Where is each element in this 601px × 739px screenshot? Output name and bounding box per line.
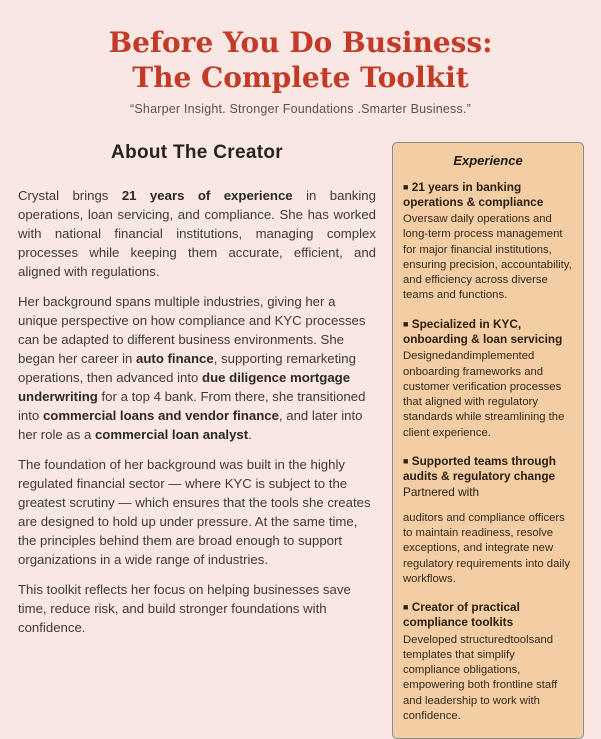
about-section bbox=[18, 142, 376, 648]
experience-item-title bbox=[403, 454, 573, 500]
about-paragraph: This toolkit reflects her focus on helping businesses save time, reduce risk, and build stronger foundations with confidence. bbox=[18, 581, 351, 635]
experience-item-title bbox=[403, 600, 573, 631]
experience-panel bbox=[392, 142, 584, 739]
experience-item bbox=[403, 317, 573, 441]
square-bullet-icon: ■ bbox=[403, 318, 409, 329]
square-bullet-icon: ■ bbox=[403, 602, 409, 613]
about-heading: About The Creator bbox=[111, 141, 283, 163]
experience-item bbox=[403, 454, 573, 587]
page-title-line1: Before You Do Business: bbox=[108, 26, 493, 59]
experience-item-body: Designedandimplemented onboarding frameworks and customer verification processes that aligned with regulatory standards while streamlining the client experience. bbox=[403, 350, 565, 439]
experience-item-title-text: 21 years in banking operations & compliance bbox=[403, 179, 544, 209]
experience-item-body: auditors and compliance officers to maintain readiness, resolve exceptions, and integrate new regulatory requirements into daily workflows. bbox=[403, 511, 571, 585]
content-area bbox=[0, 142, 601, 739]
experience-item-title bbox=[403, 317, 573, 348]
experience-heading: Experience bbox=[453, 152, 523, 168]
square-bullet-icon: ■ bbox=[403, 181, 409, 192]
about-paragraph: Her background spans multiple industries, giving her a unique perspective on how compliance and KYC processes can be adapted to different business environments. She began her career in auto finance, supporting remarketing operations, then advanced into due diligence mortgage underwriting for a top 4 bank. From there, she transitioned into commercial loans and vendor finance, and later into her role as a commercial loan analyst. bbox=[18, 293, 366, 442]
tagline: “Sharper Insight. Stronger Foundations .Smarter Business.” bbox=[130, 101, 471, 116]
experience-item-title bbox=[403, 180, 573, 211]
about-paragraph: The foundation of her background was built in the highly regulated financial sector — where KYC is subject to the greatest scrutiny — which ensures that the tools she creates are designed to hold up under pressure. At the same time, the principles behind them are broad enough to support organizations in a wide range of industries. bbox=[18, 456, 371, 567]
experience-item-title-text: Specialized in KYC, onboarding & loan servicing bbox=[403, 316, 563, 347]
experience-item-body: Oversaw daily operations and long-term process management for major financial institutions, ensuring precision, accountability, and efficiency across diverse teams and functions. bbox=[403, 213, 572, 302]
square-bullet-icon: ■ bbox=[403, 455, 409, 466]
about-paragraph: Crystal brings 21 years of experience in banking operations, loan servicing, and compliance. She has worked with national financial institutions, managing complex processes while keeping them accurate, efficient, and aligned with regulations. bbox=[18, 187, 376, 279]
experience-item bbox=[403, 600, 573, 724]
experience-item bbox=[403, 180, 573, 304]
page-title bbox=[0, 25, 601, 96]
page-title-line2: The Complete Toolkit bbox=[132, 61, 469, 95]
experience-item-title-text: Supported teams through audits & regulatory change bbox=[403, 453, 556, 484]
experience-item-title-suffix: Partnered with bbox=[403, 484, 480, 499]
experience-item-body: Developed structuredtoolsand templates that simplify compliance obligations, empowering both frontline staff and leadership to work with confidence. bbox=[403, 633, 558, 722]
header bbox=[0, 25, 601, 116]
experience-item-title-text: Creator of practical compliance toolkits bbox=[403, 600, 520, 630]
